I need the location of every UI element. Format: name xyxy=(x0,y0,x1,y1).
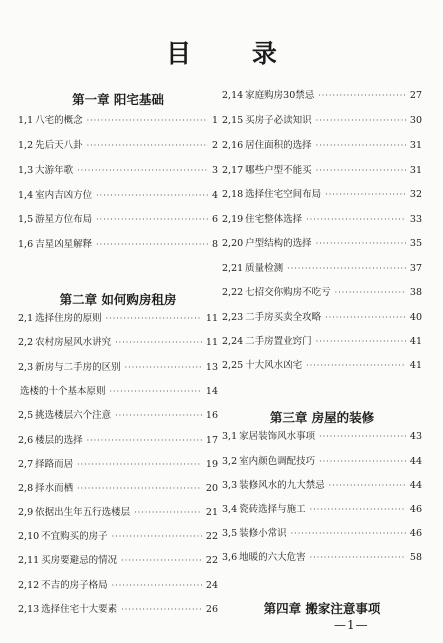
page-ref: 22 xyxy=(205,531,218,542)
page-ref: 22 xyxy=(205,555,218,566)
toc-entry xyxy=(18,139,218,153)
section-title: 吉星凶星解释 xyxy=(35,239,93,250)
section-title: 选择住房的原则 xyxy=(35,313,102,324)
dot-leader xyxy=(319,430,406,444)
section-title: 选择住宅十大要素 xyxy=(41,604,118,615)
section-number: 2,23 xyxy=(222,312,244,323)
section-number: 2,22 xyxy=(222,287,244,298)
section-number: 1,4 xyxy=(18,190,34,201)
toc-entry xyxy=(222,139,422,153)
toc-entry xyxy=(222,237,422,251)
dot-leader xyxy=(310,503,406,517)
page-ref: 27 xyxy=(409,90,422,101)
section-title: 装修风水的九大禁忌 xyxy=(239,480,325,491)
toc-entry xyxy=(18,238,218,252)
section-title: 选楼的十个基本原则 xyxy=(20,386,106,397)
page-ref: 40 xyxy=(409,312,422,323)
chapter-heading: 第三章 房屋的装修 xyxy=(269,410,375,425)
dot-leader xyxy=(77,458,202,472)
dot-leader xyxy=(77,482,202,496)
section-number: 2,5 xyxy=(18,410,34,421)
toc-entry xyxy=(18,506,218,520)
dot-leader xyxy=(110,385,202,399)
page-ref: 17 xyxy=(205,435,218,446)
toc-entry xyxy=(18,530,218,544)
section-title: 家庭购房30禁忌 xyxy=(245,90,315,101)
section-title: 楼层的选择 xyxy=(35,435,83,446)
toc-entry xyxy=(222,503,422,517)
page-ref: 8 xyxy=(211,239,218,250)
page-ref: 31 xyxy=(409,165,422,176)
section-number: 2,16 xyxy=(222,140,244,151)
dot-leader xyxy=(319,455,406,469)
section-title: 农村房屋风水讲究 xyxy=(35,337,112,348)
dot-leader xyxy=(306,213,406,227)
page-ref: 46 xyxy=(409,504,422,515)
page-ref: 26 xyxy=(205,604,218,615)
toc-entry xyxy=(18,579,218,593)
page-ref: 41 xyxy=(409,360,422,371)
section-title: 二手房买卖全攻略 xyxy=(245,312,322,323)
section-number: 3,1 xyxy=(222,431,238,442)
section-title: 八宅的概念 xyxy=(35,115,83,126)
section-title: 依据出生年五行选楼层 xyxy=(35,507,131,518)
section-title: 装修小常识 xyxy=(239,528,287,539)
section-title: 质量检测 xyxy=(245,263,284,274)
section-number: 2,14 xyxy=(222,90,244,101)
section-number: 3,2 xyxy=(222,456,238,467)
dot-leader xyxy=(96,213,208,227)
toc-entry xyxy=(18,458,218,472)
section-number: 2,24 xyxy=(222,336,244,347)
dot-leader xyxy=(291,527,406,541)
page-title: 目 录 xyxy=(166,39,303,68)
section-title: 先后天八卦 xyxy=(35,140,83,151)
section-number: 3,3 xyxy=(222,480,238,491)
toc-entry xyxy=(222,551,422,565)
dot-leader xyxy=(316,114,406,128)
toc-entry xyxy=(222,430,422,444)
section-number: 1,3 xyxy=(18,165,34,176)
page-ref: 20 xyxy=(205,483,218,494)
dot-leader xyxy=(106,312,202,326)
toc-entry xyxy=(222,359,422,373)
page-ref: 6 xyxy=(211,214,218,225)
page-ref: 16 xyxy=(205,410,218,421)
page-ref: 14 xyxy=(205,386,218,397)
page-ref: 11 xyxy=(205,313,218,324)
dot-leader xyxy=(316,237,406,251)
page-number: —1— xyxy=(334,618,369,632)
section-title: 挑选楼层六个注意 xyxy=(35,410,112,421)
chapter-heading: 第二章 如何购房租房 xyxy=(59,292,177,307)
section-title: 家居装饰风水事项 xyxy=(239,431,316,442)
dot-leader xyxy=(96,238,208,252)
page-ref: 38 xyxy=(409,287,422,298)
dot-leader xyxy=(121,603,202,617)
section-number: 1,2 xyxy=(18,140,34,151)
dot-leader xyxy=(87,434,202,448)
toc-entry xyxy=(18,213,218,227)
section-number: 1,5 xyxy=(18,214,34,225)
page-ref: 41 xyxy=(409,336,422,347)
toc-entry xyxy=(222,164,422,178)
toc-entry xyxy=(18,603,218,617)
section-title: 十大风水凶宅 xyxy=(245,360,303,371)
page-ref: 2 xyxy=(211,140,218,151)
page-ref: 46 xyxy=(409,528,422,539)
section-number: 1,6 xyxy=(18,239,34,250)
dot-leader xyxy=(77,164,208,178)
dot-leader xyxy=(112,530,202,544)
dot-leader xyxy=(316,335,406,349)
dot-leader xyxy=(318,89,406,103)
section-title: 新房与二手房的区别 xyxy=(35,362,121,373)
section-number: 2,11 xyxy=(18,555,40,566)
section-number: 2,21 xyxy=(222,263,244,274)
page-ref: 30 xyxy=(409,115,422,126)
dot-leader xyxy=(87,114,208,128)
toc-entry xyxy=(222,114,422,128)
page-ref: 3 xyxy=(211,165,218,176)
dot-leader xyxy=(316,164,406,178)
section-number: 2,7 xyxy=(18,459,34,470)
page-ref: 11 xyxy=(205,337,218,348)
toc-entry xyxy=(18,385,218,399)
toc-entry xyxy=(222,188,422,202)
dot-leader xyxy=(335,286,406,300)
toc-entry xyxy=(18,189,218,203)
section-number: 2,13 xyxy=(18,604,40,615)
dot-leader xyxy=(325,188,406,202)
section-number: 2,2 xyxy=(18,337,34,348)
dot-leader xyxy=(121,554,202,568)
toc-entry xyxy=(222,262,422,276)
page-ref: 37 xyxy=(409,263,422,274)
page-ref: 32 xyxy=(409,189,422,200)
page-ref: 19 xyxy=(205,459,218,470)
section-title: 地暖的六大危害 xyxy=(239,552,306,563)
section-title: 不吉的房子格局 xyxy=(41,580,108,591)
section-number: 1,1 xyxy=(18,115,34,126)
section-number: 2,8 xyxy=(18,483,34,494)
dot-leader xyxy=(287,262,406,276)
section-title: 择水而栖 xyxy=(35,483,74,494)
section-title: 大游年歌 xyxy=(35,165,74,176)
section-title: 二手房置业窍门 xyxy=(245,336,312,347)
page-ref: 35 xyxy=(409,238,422,249)
chapter-heading: 第四章 搬家注意事项 xyxy=(263,601,381,616)
page-ref: 13 xyxy=(205,362,218,373)
section-number: 2,20 xyxy=(222,238,244,249)
toc-entry xyxy=(18,361,218,375)
toc-entry xyxy=(18,409,218,423)
page-ref: 33 xyxy=(409,214,422,225)
dot-leader xyxy=(329,479,406,493)
section-title: 哪些户型不能买 xyxy=(245,165,312,176)
toc-entry xyxy=(18,114,218,128)
section-title: 室内颜色调配技巧 xyxy=(239,456,316,467)
dot-leader xyxy=(87,139,208,153)
section-number: 2,6 xyxy=(18,435,34,446)
section-title: 七招交你购房不吃亏 xyxy=(245,287,331,298)
chapter-heading: 第一章 阳宅基础 xyxy=(72,92,164,107)
toc-entry xyxy=(18,164,218,178)
section-title: 居住面积的选择 xyxy=(245,140,312,151)
section-title: 瓷砖选择与施工 xyxy=(239,504,306,515)
section-number: 2,1 xyxy=(18,313,34,324)
section-number: 2,10 xyxy=(18,531,40,542)
section-title: 择路而居 xyxy=(35,459,74,470)
section-number: 2,15 xyxy=(222,115,244,126)
section-number: 2,9 xyxy=(18,507,34,518)
toc-entry xyxy=(18,434,218,448)
page-ref: 44 xyxy=(409,456,422,467)
section-number: 3,4 xyxy=(222,504,238,515)
page-ref: 4 xyxy=(211,190,218,201)
toc-entry xyxy=(222,335,422,349)
section-title: 游星方位布局 xyxy=(35,214,93,225)
page-ref: 24 xyxy=(205,580,218,591)
dot-leader xyxy=(115,409,202,423)
page-ref: 43 xyxy=(409,431,422,442)
dot-leader xyxy=(306,359,406,373)
toc-entry xyxy=(222,89,422,103)
dot-leader xyxy=(134,506,202,520)
section-title: 买房子必读知识 xyxy=(245,115,312,126)
toc-entry xyxy=(222,213,422,227)
section-number: 2,17 xyxy=(222,165,244,176)
section-title: 不宜购买的房子 xyxy=(41,531,108,542)
dot-leader xyxy=(316,139,406,153)
toc-entry xyxy=(18,482,218,496)
dot-leader xyxy=(125,361,202,375)
page-ref: 44 xyxy=(409,480,422,491)
toc-entry xyxy=(18,336,218,350)
toc-entry xyxy=(18,554,218,568)
toc-entry xyxy=(18,312,218,326)
section-title: 户型结构的选择 xyxy=(245,238,312,249)
toc-entry xyxy=(222,479,422,493)
section-number: 2,3 xyxy=(18,362,34,373)
dot-leader xyxy=(96,189,208,203)
toc-entry xyxy=(222,455,422,469)
section-title: 买房要避忌的情况 xyxy=(41,555,118,566)
section-number: 2,12 xyxy=(18,580,40,591)
section-number: 2,18 xyxy=(222,189,244,200)
section-number: 3,5 xyxy=(222,528,238,539)
dot-leader xyxy=(310,551,406,565)
page-ref: 21 xyxy=(205,507,218,518)
page-ref: 1 xyxy=(211,115,218,126)
section-title: 室内吉凶方位 xyxy=(35,190,93,201)
section-title: 住宅整体选择 xyxy=(245,214,303,225)
section-number: 2,19 xyxy=(222,214,244,225)
toc-entry xyxy=(222,311,422,325)
toc-entry xyxy=(222,286,422,300)
dot-leader xyxy=(325,311,406,325)
section-title: 选择住宅空间布局 xyxy=(245,189,322,200)
dot-leader xyxy=(112,579,202,593)
section-number: 2,25 xyxy=(222,360,244,371)
dot-leader xyxy=(115,336,202,350)
page-ref: 58 xyxy=(409,552,422,563)
page-ref: 31 xyxy=(409,140,422,151)
toc-entry xyxy=(222,527,422,541)
section-number: 3,6 xyxy=(222,552,238,563)
